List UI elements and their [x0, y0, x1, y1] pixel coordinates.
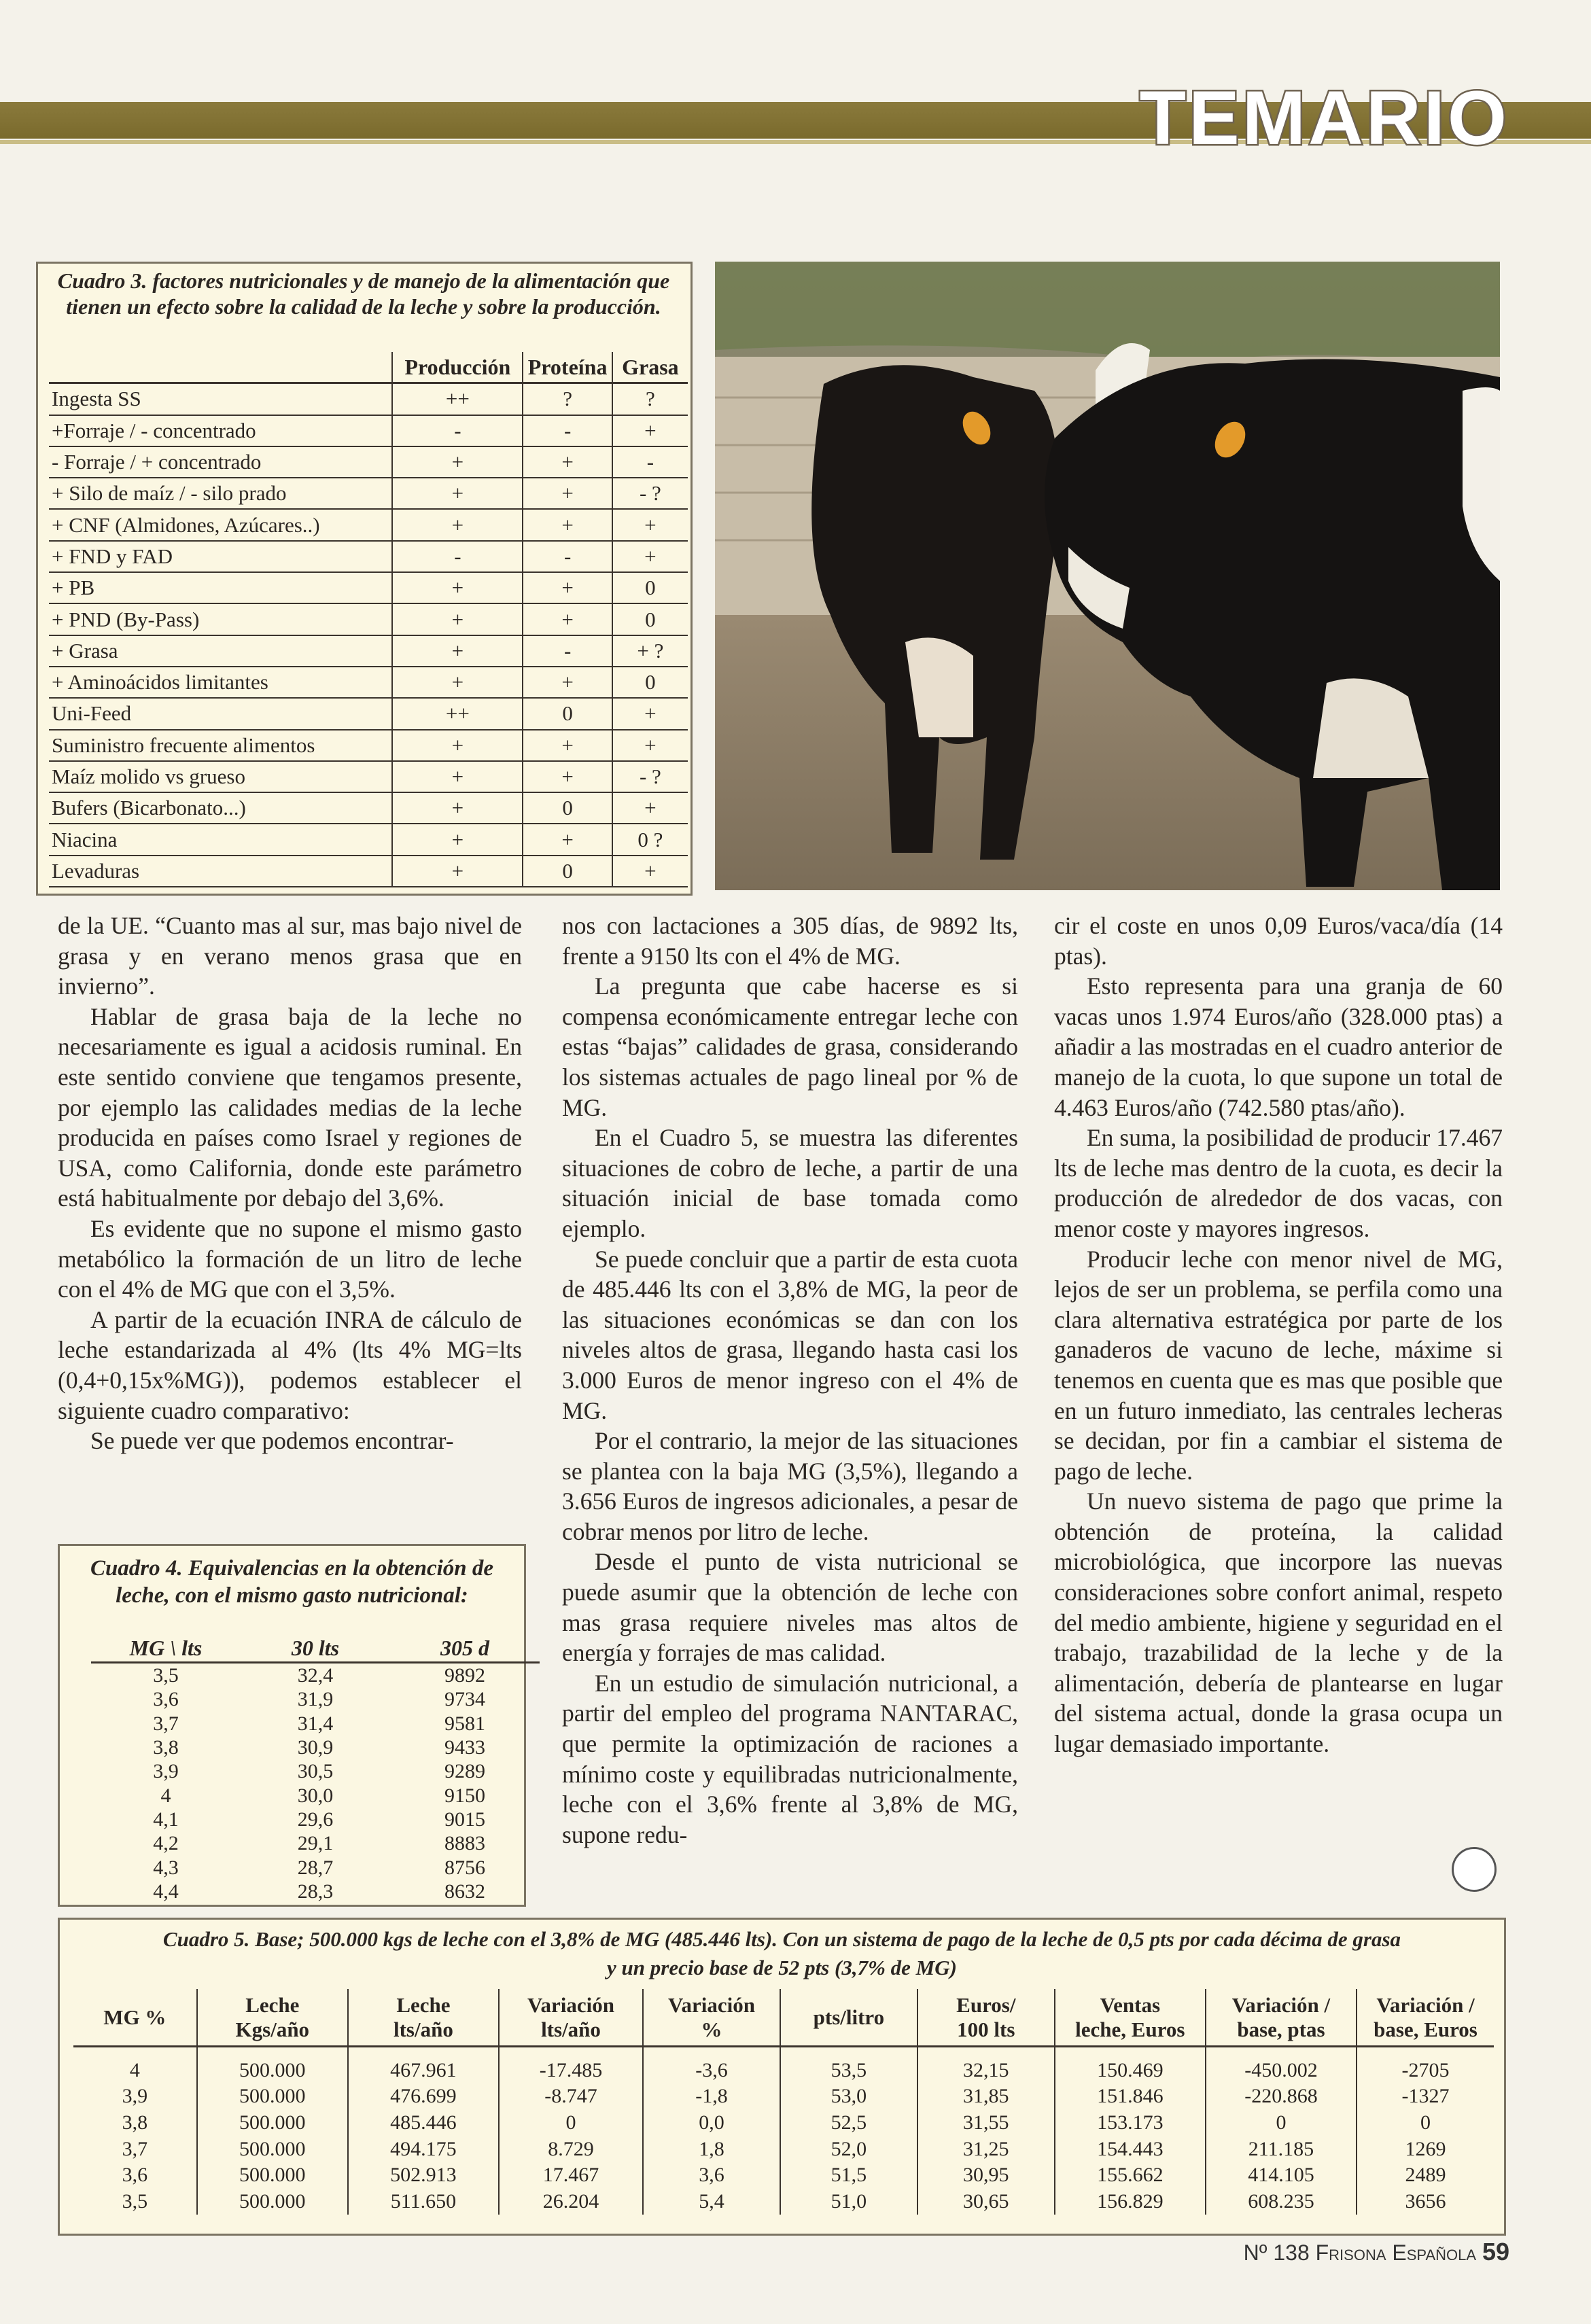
table-cell: 53,0 [780, 2083, 917, 2110]
table-cell: -220.868 [1206, 2083, 1357, 2110]
paragraph: Se puede concluir que a partir de esta cuota de 485.446 lts con el 3,8% de MG, la peor de las situaciones económicas se dan con los niveles altos de grasa, llegando hasta casi los 3.000 Euros de menor ingreso con el 4% de MG. [562, 1245, 1018, 1424]
table-cell: 26.204 [499, 2189, 643, 2215]
header-line-2: 100 lts [957, 2017, 1015, 2041]
header-line-1: Ventas [1100, 1993, 1161, 2017]
cuadro-3-box [36, 262, 693, 896]
row-label: + PND (By-Pass) [49, 603, 392, 635]
cuadro-5-header-cell [917, 1989, 1055, 2047]
row-label: Bufers (Bicarbonato...) [49, 792, 392, 824]
table-row [49, 509, 688, 540]
header-line-2: base, ptas [1237, 2017, 1325, 2041]
table-cell: + ? [612, 635, 688, 667]
table-cell: 153.173 [1055, 2109, 1206, 2136]
row-label: Levaduras [49, 856, 392, 887]
table-cell: 3,6 [153, 1688, 179, 1711]
table-cell: 500.000 [197, 2047, 348, 2083]
cuadro-5-header-cell [348, 1989, 499, 2047]
table-cell: + [612, 792, 688, 824]
cuadro-5-header-cell [1055, 1989, 1206, 2047]
table-cell: 608.235 [1206, 2189, 1357, 2215]
table-cell: -450.002 [1206, 2047, 1357, 2083]
table-row [91, 1759, 540, 1783]
table-cell: 28,7 [297, 1856, 334, 1879]
table-cell: 476.699 [348, 2083, 499, 2110]
table-cell: + [612, 698, 688, 729]
table-row [49, 478, 688, 509]
table-row [49, 856, 688, 887]
table-cell: 31,4 [297, 1712, 334, 1735]
table-row [91, 1687, 540, 1711]
table-cell: 211.185 [1206, 2136, 1357, 2162]
cuadro-3-header-blank [49, 352, 392, 383]
paragraph: Es evidente que no supone el mismo gasto metabólico la formación de un litro de leche con el 4% de MG que con el 3,5%. [58, 1214, 522, 1303]
cuadro-5-header-cell [1357, 1989, 1494, 2047]
header-line-2: leche, Euros [1075, 2017, 1185, 2041]
table-cell: 9015 [444, 1808, 485, 1831]
cuadro-4-header-cell: MG \ lts [91, 1634, 241, 1663]
table-row [49, 446, 688, 478]
table-cell: 3,7 [122, 2137, 148, 2160]
table-cell: 29,6 [297, 1808, 334, 1831]
cuadro-5-header-cell [197, 1989, 348, 2047]
table-cell: 3,6 [122, 2164, 148, 2187]
table-row [91, 1712, 540, 1736]
table-cell: 154.443 [1055, 2136, 1206, 2162]
table-cell: + [523, 478, 612, 509]
row-label: +Forraje / - concentrado [49, 415, 392, 446]
row-label: Ingesta SS [49, 383, 392, 415]
table-cell: 0 [612, 667, 688, 698]
page-number: 59 [1482, 2238, 1509, 2266]
cuadro-3-header-cell: Proteína [523, 352, 612, 383]
table-cell: - [523, 635, 612, 667]
table-row [49, 383, 688, 415]
table-row [49, 603, 688, 635]
cuadro-3-title: Cuadro 3. factores nutricionales y de manejo de la alimentación que tienen un efecto sobre la calidad de la leche y sobre la producción. [57, 268, 670, 319]
paragraph: Hablar de grasa baja de la leche no necesariamente es igual a acidosis ruminal. En este sentido conviene que tengamos presente, por ejemplo las calidades medias de la leche producida en países como Israel y regiones de USA, como California, donde este parámetro está habitualmente por debajo del 3,6%. [58, 1002, 522, 1212]
table-cell: - [612, 446, 688, 478]
table-cell: 9581 [444, 1712, 485, 1735]
paragraph: de la UE. “Cuanto mas al sur, mas bajo nivel de grasa y en verano menos grasa que en invierno”. [58, 912, 522, 1000]
table-cell: 4 [160, 1784, 171, 1807]
row-label: + Aminoácidos limitantes [49, 667, 392, 698]
row-label: Uni-Feed [49, 698, 392, 729]
table-row [49, 667, 688, 698]
table-row [91, 1855, 540, 1879]
table-cell: 494.175 [348, 2136, 499, 2162]
table-row [73, 2136, 1494, 2162]
cuadro-5-title-line-1: Cuadro 5. Base; 500.000 kgs de leche con el 3,8% de MG (485.446 lts). Con un sistema de pago de la leche de 0,5 pts por cada décima de grasa [162, 1927, 1401, 1951]
paragraph: En un estudio de simulación nutricional, a partir del empleo del programa NANTARAC, que permite la optimización de raciones a mínimo coste y equilibradas nutricionalmente, leche con el 3,6% frente al 3,8% de MG, supone redu- [562, 1669, 1018, 1848]
cuadro-5-header-cell [73, 1989, 197, 2047]
table-row [49, 698, 688, 729]
table-cell: 51,5 [780, 2162, 917, 2189]
table-cell: 502.913 [348, 2162, 499, 2189]
table-cell: ++ [392, 383, 523, 415]
table-row [73, 2047, 1494, 2083]
table-cell: 156.829 [1055, 2189, 1206, 2215]
table-cell: 8756 [444, 1856, 485, 1879]
text-column-2 [562, 911, 1018, 1850]
table-cell: 1269 [1357, 2136, 1494, 2162]
cuadro-5-header-cell [780, 1989, 917, 2047]
table-row [91, 1880, 540, 1903]
table-cell: + [612, 541, 688, 572]
table-row [49, 761, 688, 792]
table-cell: 0 ? [612, 824, 688, 855]
magazine-name: Frisona Española [1315, 2240, 1477, 2265]
table-cell: + [523, 667, 612, 698]
table-cell: - [392, 541, 523, 572]
header-line-2: lts/año [393, 2017, 453, 2041]
table-row [49, 572, 688, 603]
table-cell: 9150 [444, 1784, 485, 1807]
table-cell: 4 [129, 2058, 140, 2081]
table-cell: 52,0 [780, 2136, 917, 2162]
table-row [49, 730, 688, 761]
table-cell: 51,0 [780, 2189, 917, 2215]
table-cell: 0 [523, 856, 612, 887]
table-cell: - ? [612, 478, 688, 509]
table-row [49, 792, 688, 824]
cows-photo-image [715, 262, 1500, 890]
cows-photo [715, 262, 1500, 890]
header-line-1: Variación / [1231, 1993, 1331, 2017]
table-cell: + [523, 761, 612, 792]
paragraph: Desde el punto de vista nutricional se puede asumir que la obtención de leche con mas grasa requiere niveles mas altos de energía y forrajes de mas calidad. [562, 1548, 1018, 1667]
table-cell: 500.000 [197, 2083, 348, 2110]
table-cell: 0,0 [643, 2109, 780, 2136]
table-cell: 4,3 [153, 1856, 179, 1879]
table-cell: ? [523, 383, 612, 415]
table-cell: 3656 [1357, 2189, 1494, 2215]
section-title: TEMARIO [1139, 75, 1509, 160]
text-column-3 [1054, 911, 1503, 1759]
cuadro-5-header-row [73, 1989, 1494, 2047]
table-cell: + [612, 415, 688, 446]
cuadro-5-table [73, 1989, 1494, 2215]
table-cell: 9433 [444, 1736, 485, 1759]
table-cell: - [523, 415, 612, 446]
row-label: + PB [49, 572, 392, 603]
table-cell: + [523, 572, 612, 603]
table-cell: + [612, 856, 688, 887]
table-cell: + [392, 478, 523, 509]
table-cell: 0 [1357, 2109, 1494, 2136]
table-cell: 30,95 [917, 2162, 1055, 2189]
table-cell: 4,1 [153, 1808, 179, 1831]
table-cell: 9892 [444, 1664, 485, 1687]
table-cell: 150.469 [1055, 2047, 1206, 2083]
table-cell: 9289 [444, 1760, 485, 1783]
table-cell: 414.105 [1206, 2162, 1357, 2189]
table-cell: 3,9 [122, 2085, 148, 2108]
table-row [49, 824, 688, 855]
table-cell: 500.000 [197, 2189, 348, 2215]
cuadro-3-header-cell: Producción [392, 352, 523, 383]
end-logo-icon [1452, 1847, 1497, 1892]
table-cell: 4,2 [153, 1832, 179, 1855]
table-cell: + [523, 446, 612, 478]
table-cell: + [392, 856, 523, 887]
table-cell: + [392, 635, 523, 667]
table-cell: 3,5 [122, 2189, 148, 2213]
cuadro-5-header-cell [643, 1989, 780, 2047]
table-row [73, 2189, 1494, 2215]
cuadro-4-header-cell: 305 d [390, 1634, 540, 1663]
table-cell: + [392, 730, 523, 761]
header-line-1: Euros/ [956, 1993, 1016, 2017]
issue-number: Nº 138 [1243, 2240, 1310, 2265]
table-cell: + [612, 509, 688, 540]
table-cell: 8632 [444, 1880, 485, 1903]
table-cell: + [523, 603, 612, 635]
cuadro-5-header-cell [1206, 1989, 1357, 2047]
paragraph: La pregunta que cabe hacerse es si compensa económicamente entregar leche con estas “bajas” calidades de grasa, considerando los sistemas actuales de pago lineal por % de MG. [562, 972, 1018, 1121]
table-cell: 29,1 [297, 1832, 334, 1855]
table-cell: 31,9 [297, 1688, 334, 1711]
row-label: - Forraje / + concentrado [49, 446, 392, 478]
table-cell: -1327 [1357, 2083, 1494, 2110]
table-cell: + [392, 603, 523, 635]
table-cell: 30,65 [917, 2189, 1055, 2215]
table-cell: 485.446 [348, 2109, 499, 2136]
table-cell: -3,6 [643, 2047, 780, 2083]
table-cell: 30,0 [297, 1784, 334, 1807]
table-cell: - ? [612, 761, 688, 792]
paragraph: cir el coste en unos 0,09 Euros/vaca/día (14 ptas). [1054, 912, 1503, 970]
header-line-2: lts/año [541, 2017, 601, 2041]
table-cell: 3,7 [153, 1712, 179, 1735]
table-cell: + [612, 730, 688, 761]
table-cell: 3,8 [122, 2111, 148, 2134]
table-cell: 0 [523, 792, 612, 824]
table-row [49, 635, 688, 667]
table-cell: + [392, 761, 523, 792]
table-cell: 500.000 [197, 2109, 348, 2136]
table-cell: 31,85 [917, 2083, 1055, 2110]
cuadro-4-table [91, 1634, 540, 1903]
row-label: + Silo de maíz / - silo prado [49, 478, 392, 509]
table-cell: + [392, 446, 523, 478]
cuadro-3-header-row [49, 352, 688, 383]
table-cell: 31,25 [917, 2136, 1055, 2162]
table-cell: 500.000 [197, 2162, 348, 2189]
table-cell: + [392, 792, 523, 824]
table-cell: 31,55 [917, 2109, 1055, 2136]
table-row [49, 541, 688, 572]
table-cell: 151.846 [1055, 2083, 1206, 2110]
paragraph: Esto representa para una granja de 60 vacas unos 1.974 Euros/año (328.000 ptas) a añadir a las mostradas en el cuadro anterior de manejo de la cuota, lo que supone un total de 4.463 Euros/año (742.580 ptas/año). [1054, 972, 1503, 1121]
table-cell: -17.485 [499, 2047, 643, 2083]
table-cell: 500.000 [197, 2136, 348, 2162]
table-cell: + [392, 824, 523, 855]
table-cell: 52,5 [780, 2109, 917, 2136]
row-label: Niacina [49, 824, 392, 855]
table-cell: -1,8 [643, 2083, 780, 2110]
table-cell: + [392, 509, 523, 540]
table-cell: 3,8 [153, 1736, 179, 1759]
table-row [49, 415, 688, 446]
table-cell: 30,5 [297, 1760, 334, 1783]
table-cell: 3,5 [153, 1664, 179, 1687]
row-label: Maíz molido vs grueso [49, 761, 392, 792]
table-cell: + [392, 667, 523, 698]
table-cell: 0 [1206, 2109, 1357, 2136]
header-line-1: pts/litro [813, 2005, 885, 2029]
paragraph: Producir leche con menor nivel de MG, lejos de ser un problema, se perfila como una clara alternativa estratégica por parte de los ganaderos de vacuno de leche, máxime si tenemos en cuenta que es mas que posible que en un futuro inmediato, las centrales lecheras se decidan, por fin a cambiar el sistema de pago de leche. [1054, 1245, 1503, 1485]
table-cell: + [523, 824, 612, 855]
table-cell: + [392, 572, 523, 603]
table-cell: 467.961 [348, 2047, 499, 2083]
row-label: + FND y FAD [49, 541, 392, 572]
table-cell: 2489 [1357, 2162, 1494, 2189]
table-cell: -8.747 [499, 2083, 643, 2110]
table-cell: 32,4 [297, 1664, 334, 1687]
header-line-2: % [701, 2017, 722, 2041]
table-cell: 0 [523, 698, 612, 729]
paragraph: En el Cuadro 5, se muestra las diferentes situaciones de cobro de leche, a partir de una situación inicial de base tomada como ejemplo. [562, 1124, 1018, 1242]
table-cell: 8.729 [499, 2136, 643, 2162]
paragraph: nos con lactaciones a 305 días, de 9892 lts, frente a 9150 lts con el 4% de MG. [562, 912, 1018, 970]
header-line-1: MG % [103, 2005, 167, 2029]
table-row [91, 1783, 540, 1807]
table-cell: - [523, 541, 612, 572]
header-line-1: Variación / [1376, 1993, 1475, 2017]
paragraph: En suma, la posibilidad de producir 17.467 lts de leche mas dentro de la cuota, es decir la producción de alrededor de dos vacas, con menor coste y mayores ingresos. [1054, 1124, 1503, 1242]
cuadro-4-title: Cuadro 4. Equivalencias en la obtención de leche, con el mismo gasto nutricional: [90, 1556, 494, 1608]
table-row [91, 1663, 540, 1688]
paragraph: Se puede ver que podemos encontrar- [90, 1427, 454, 1455]
cuadro-3-table [49, 352, 688, 887]
table-row [73, 2109, 1494, 2136]
header-line-2: Kgs/año [235, 2017, 310, 2041]
table-cell: 3,9 [153, 1760, 179, 1783]
table-cell: 0 [499, 2109, 643, 2136]
cuadro-4-header-cell: 30 lts [241, 1634, 390, 1663]
table-cell: 511.650 [348, 2189, 499, 2215]
header-line-2: base, Euros [1374, 2017, 1478, 2041]
table-cell: + [523, 509, 612, 540]
header-line-1: Variación [527, 1993, 614, 2017]
cuadro-4-box [58, 1544, 526, 1907]
cuadro-5-header-cell [499, 1989, 643, 2047]
table-cell: 3,6 [643, 2162, 780, 2189]
header-line-1: Leche [245, 1993, 300, 2017]
row-label: + Grasa [49, 635, 392, 667]
table-cell: 5,4 [643, 2189, 780, 2215]
paragraph: Un nuevo sistema de pago que prime la obtención de proteína, la calidad microbiológica, que incorpore las nuevas consideraciones sobre confort animal, respeto del medio ambiente, higiene y seguridad en el trabajo, trazabilidad de la leche y de la alimentación, debería de plantearse en lugar del sistema actual, donde la grasa ocupa un lugar demasiado importante. [1054, 1487, 1503, 1758]
row-label: + CNF (Almidones, Azúcares..) [49, 509, 392, 540]
table-row [91, 1736, 540, 1759]
table-cell: 0 [612, 603, 688, 635]
table-cell: 28,3 [297, 1880, 334, 1903]
cuadro-4-header-row [91, 1634, 540, 1663]
table-cell: -2705 [1357, 2047, 1494, 2083]
cuadro-3-header-cell: Grasa [612, 352, 688, 383]
table-cell: 32,15 [917, 2047, 1055, 2083]
cuadro-5-box [58, 1918, 1506, 2236]
table-cell: 4,4 [153, 1880, 179, 1903]
table-cell: 1,8 [643, 2136, 780, 2162]
table-cell: 30,9 [297, 1736, 334, 1759]
table-cell: 9734 [444, 1688, 485, 1711]
cuadro-5-title-line-2: y un precio base de 52 pts (3,7% de MG) [607, 1956, 957, 1979]
text-column-1 [58, 911, 522, 1456]
table-cell: 8883 [444, 1832, 485, 1855]
table-cell: ++ [392, 698, 523, 729]
table-row [91, 1831, 540, 1855]
table-row [73, 2083, 1494, 2110]
paragraph: A partir de la ecuación INRA de cálculo de leche estandarizada al 4% (lts 4% MG=lts (0,4+0,15x%MG)), podemos establecer el siguiente cuadro comparativo: [58, 1305, 522, 1424]
header-line-1: Variación [667, 1993, 755, 2017]
table-cell: 0 [612, 572, 688, 603]
table-cell: ? [612, 383, 688, 415]
row-label: Suministro frecuente alimentos [49, 730, 392, 761]
page-footer [1244, 2238, 1509, 2266]
table-cell: + [523, 730, 612, 761]
paragraph: Por el contrario, la mejor de las situaciones se plantea con la baja MG (3,5%), llegando a 3.656 Euros de ingresos adicionales, a pesar de cobrar menos por litro de leche. [562, 1427, 1018, 1545]
table-row [73, 2162, 1494, 2189]
table-cell: 155.662 [1055, 2162, 1206, 2189]
table-row [91, 1808, 540, 1831]
header-line-1: Leche [396, 1993, 451, 2017]
table-cell: 53,5 [780, 2047, 917, 2083]
table-cell: - [392, 415, 523, 446]
table-cell: 17.467 [499, 2162, 643, 2189]
